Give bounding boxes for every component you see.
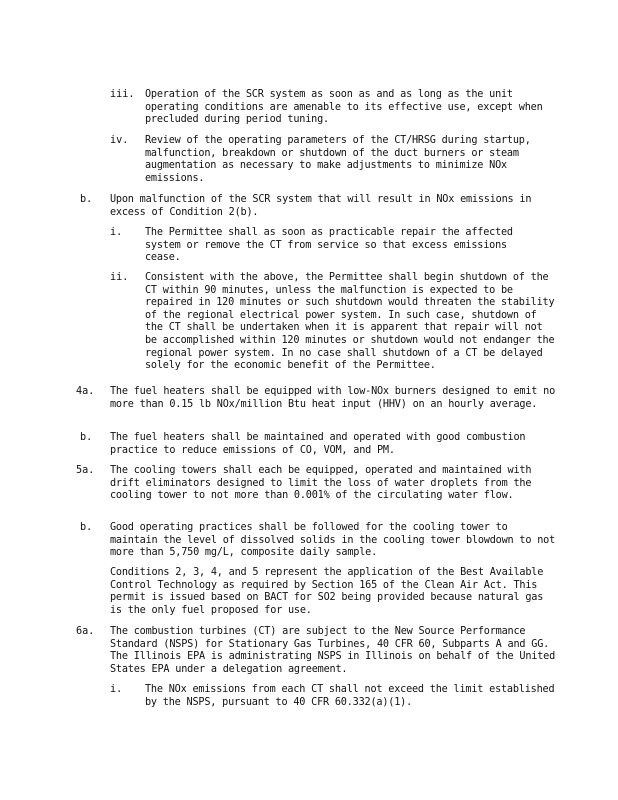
list-item: Good operating practices shall be followed for the cooling tower to maintain the level of dissolved solids in the cooling tower blowdown to not more than 5,750 mg/L, composite daily sample. — [110, 522, 556, 559]
list-item: Operation of the SCR system as soon as and as long as the unit operating conditions are amenable to its effective use, except when precluded during period tuning. — [145, 89, 543, 126]
list-marker: 4a. — [76, 386, 95, 397]
list-item: The cooling towers shall each be equipped, operated and maintained with drift eliminators designed to limit the loss of water droplets from the cooling tower to not more than 0.001% of the circulating water flow. — [110, 465, 532, 502]
list-item: Consistent with the above, the Permittee shall begin shutdown of the CT within 90 minutes, unless the malfunction is expected to be repaired in 120 minutes or such shutdown would threaten the stability of the regional electrical power system. In such case, shutdown of the CT shall be undertaken when it is apparent that repair will not be accomplished within 120 minutes or shutdown would not endanger the regional power system. In no case shall shutdown of a CT be delayed solely for the economic benefit of the Permittee. — [145, 272, 555, 372]
list-marker: 5a. — [76, 465, 95, 476]
list-marker: ii. — [110, 272, 129, 283]
list-marker: b. — [80, 432, 93, 443]
list-item: The combustion turbines (CT) are subject to the New Source Performance Standard (NSPS) for Stationary Gas Turbines, 40 CFR 60, Subparts A and GG. The Illinois EPA is administrating NSPS in Illinois on behalf of the United States EPA under a delegation agreement. — [110, 626, 556, 675]
list-marker: i. — [110, 227, 123, 238]
list-item: The fuel heaters shall be maintained and operated with good combustion practice to reduce emissions of CO, VOM, and PM. — [110, 432, 526, 456]
list-item: Review of the operating parameters of the CT/HRSG during startup, malfunction, breakdown or shutdown of the duct burners or steam augmentation as necessary to make adjustments to minimize NOx emissions. — [145, 135, 531, 184]
list-marker: 6a. — [76, 626, 95, 637]
list-marker: b. — [80, 194, 93, 205]
list-item: The Permittee shall as soon as practicable repair the affected system or remove the CT from service so that excess emissions cease. — [145, 227, 513, 264]
list-item: The fuel heaters shall be equipped with low-NOx burners designed to emit no more than 0.15 lb NOx/million Btu heat input (HHV) on an hourly average. — [110, 386, 556, 410]
list-marker: i. — [110, 684, 123, 695]
list-marker: b. — [80, 522, 93, 533]
list-marker: iv. — [110, 135, 129, 146]
list-item: The NOx emissions from each CT shall not exceed the limit established by the NSPS, pursuant to 40 CFR 60.332(a)(1). — [145, 684, 555, 708]
list-marker: iii. — [110, 89, 135, 100]
bact-note-paragraph: Conditions 2, 3, 4, and 5 represent the application of the Best Available Control Technology as required by Section 165 of the Clean Air Act. This permit is issued based on BACT for SO2 being provided because natural gas is the only fuel proposed for use. — [110, 567, 544, 616]
list-item: Upon malfunction of the SCR system that will result in NOx emissions in excess of Condition 2(b). — [110, 194, 532, 218]
